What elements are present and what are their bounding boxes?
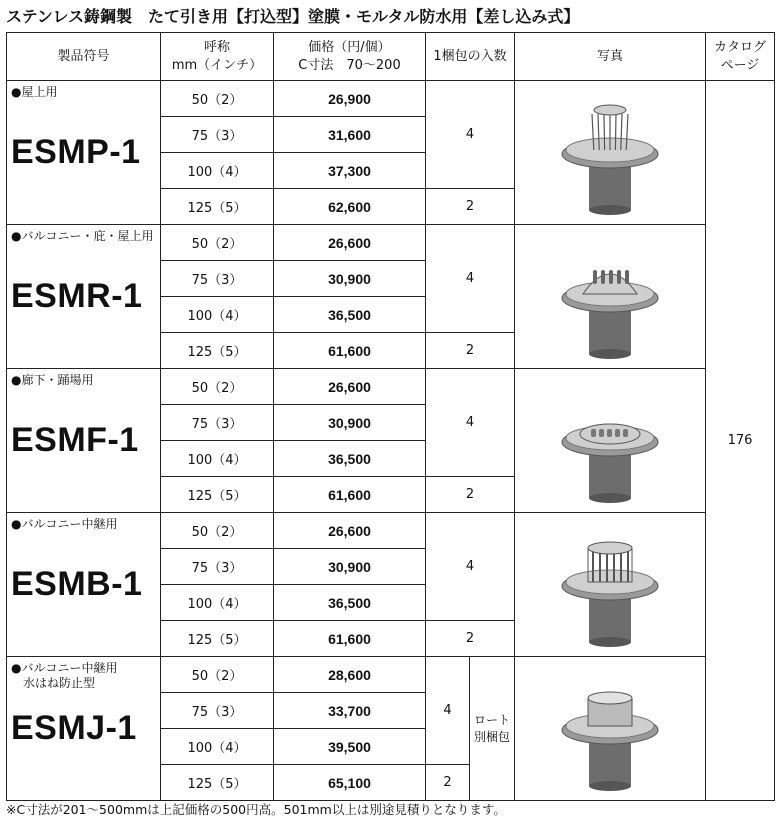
product-model: ESMF-1 (11, 421, 139, 459)
title-material: ステンレス鋳鋼製 (6, 7, 133, 26)
product-category: ●屋上用 (11, 85, 58, 99)
nominal-size: 125（5） (161, 621, 274, 657)
product-photo (515, 513, 706, 657)
nominal-size: 100（4） (161, 297, 274, 333)
pack-qty: 4 (426, 225, 515, 333)
product-category: ●バルコニー中継用 (11, 517, 118, 531)
header-photo: 写真 (515, 33, 706, 81)
nominal-size: 50（2） (161, 657, 274, 693)
pack-qty: 2 (426, 477, 515, 513)
nominal-size: 75（3） (161, 117, 274, 153)
product-row (7, 657, 775, 693)
pack-qty: 2 (426, 189, 515, 225)
product-model: ESMP-1 (11, 133, 141, 171)
unit-price: 33,700 (274, 693, 426, 729)
pack-qty: 2 (426, 621, 515, 657)
unit-price: 31,600 (274, 117, 426, 153)
nominal-size: 75（3） (161, 405, 274, 441)
unit-price: 36,500 (274, 297, 426, 333)
unit-price: 61,600 (274, 333, 426, 369)
header-row (7, 33, 775, 81)
product-row (7, 369, 775, 405)
unit-price: 26,900 (274, 81, 426, 117)
pack-qty: 4 (426, 369, 515, 477)
product-cell (7, 657, 161, 801)
funnel-note: ロート 別梱包 (470, 657, 515, 801)
unit-price: 62,600 (274, 189, 426, 225)
header-pack-qty: 1梱包の入数 (426, 33, 515, 81)
nominal-size: 75（3） (161, 693, 274, 729)
nominal-size: 100（4） (161, 585, 274, 621)
unit-price: 30,900 (274, 549, 426, 585)
unit-price: 30,900 (274, 261, 426, 297)
product-photo (515, 657, 706, 801)
nominal-size: 100（4） (161, 729, 274, 765)
nominal-size: 100（4） (161, 153, 274, 189)
pack-qty: 4 (426, 513, 515, 621)
header-nominal: 呼称 mm（インチ） (161, 33, 274, 81)
unit-price: 65,100 (274, 765, 426, 801)
unit-price: 36,500 (274, 441, 426, 477)
title-type: たて引き用【打込型】塗膜・モルタル防水用【差し込み式】 (148, 7, 580, 26)
product-category: ●バルコニー・庇・屋上用 (11, 229, 154, 243)
nominal-size: 75（3） (161, 549, 274, 585)
product-photo (515, 81, 706, 225)
footnote: ※C寸法が201～500mmは上記価格の500円高。501mm以上は別途見積りとなります。 (6, 802, 506, 817)
product-row (7, 81, 775, 117)
product-cell (7, 513, 161, 657)
product-photo (515, 369, 706, 513)
unit-price: 36,500 (274, 585, 426, 621)
product-category: ●バルコニー中継用 水はね防止型 (11, 661, 118, 690)
product-category: ●廊下・踊場用 (11, 373, 94, 387)
product-model: ESMJ-1 (11, 709, 137, 747)
nominal-size: 100（4） (161, 441, 274, 477)
product-cell (7, 369, 161, 513)
nominal-size: 125（5） (161, 333, 274, 369)
pack-qty: 2 (426, 765, 470, 801)
unit-price: 26,600 (274, 513, 426, 549)
product-cell (7, 81, 161, 225)
pack-qty: 4 (426, 81, 515, 189)
unit-price: 39,500 (274, 729, 426, 765)
unit-price: 61,600 (274, 621, 426, 657)
pack-qty: 2 (426, 333, 515, 369)
nominal-size: 50（2） (161, 369, 274, 405)
header-product-code: 製品符号 (7, 33, 161, 81)
nominal-size: 50（2） (161, 81, 274, 117)
unit-price: 26,600 (274, 369, 426, 405)
unit-price: 30,900 (274, 405, 426, 441)
product-row (7, 225, 775, 261)
unit-price: 28,600 (274, 657, 426, 693)
product-model: ESMB-1 (11, 565, 143, 603)
nominal-size: 50（2） (161, 225, 274, 261)
nominal-size: 125（5） (161, 765, 274, 801)
product-cell (7, 225, 161, 369)
product-row (7, 513, 775, 549)
unit-price: 61,600 (274, 477, 426, 513)
nominal-size: 50（2） (161, 513, 274, 549)
page-title (6, 4, 595, 27)
product-photo (515, 225, 706, 369)
unit-price: 37,300 (274, 153, 426, 189)
nominal-size: 75（3） (161, 261, 274, 297)
nominal-size: 125（5） (161, 477, 274, 513)
pack-qty: 4 (426, 657, 470, 765)
unit-price: 26,600 (274, 225, 426, 261)
price-table (6, 32, 775, 801)
product-model: ESMR-1 (11, 277, 143, 315)
nominal-size: 125（5） (161, 189, 274, 225)
header-price: 価格（円/個） C寸法 70～200 (274, 33, 426, 81)
header-catalog: カタログ ページ (706, 33, 775, 81)
catalog-page: 176 (706, 81, 775, 801)
